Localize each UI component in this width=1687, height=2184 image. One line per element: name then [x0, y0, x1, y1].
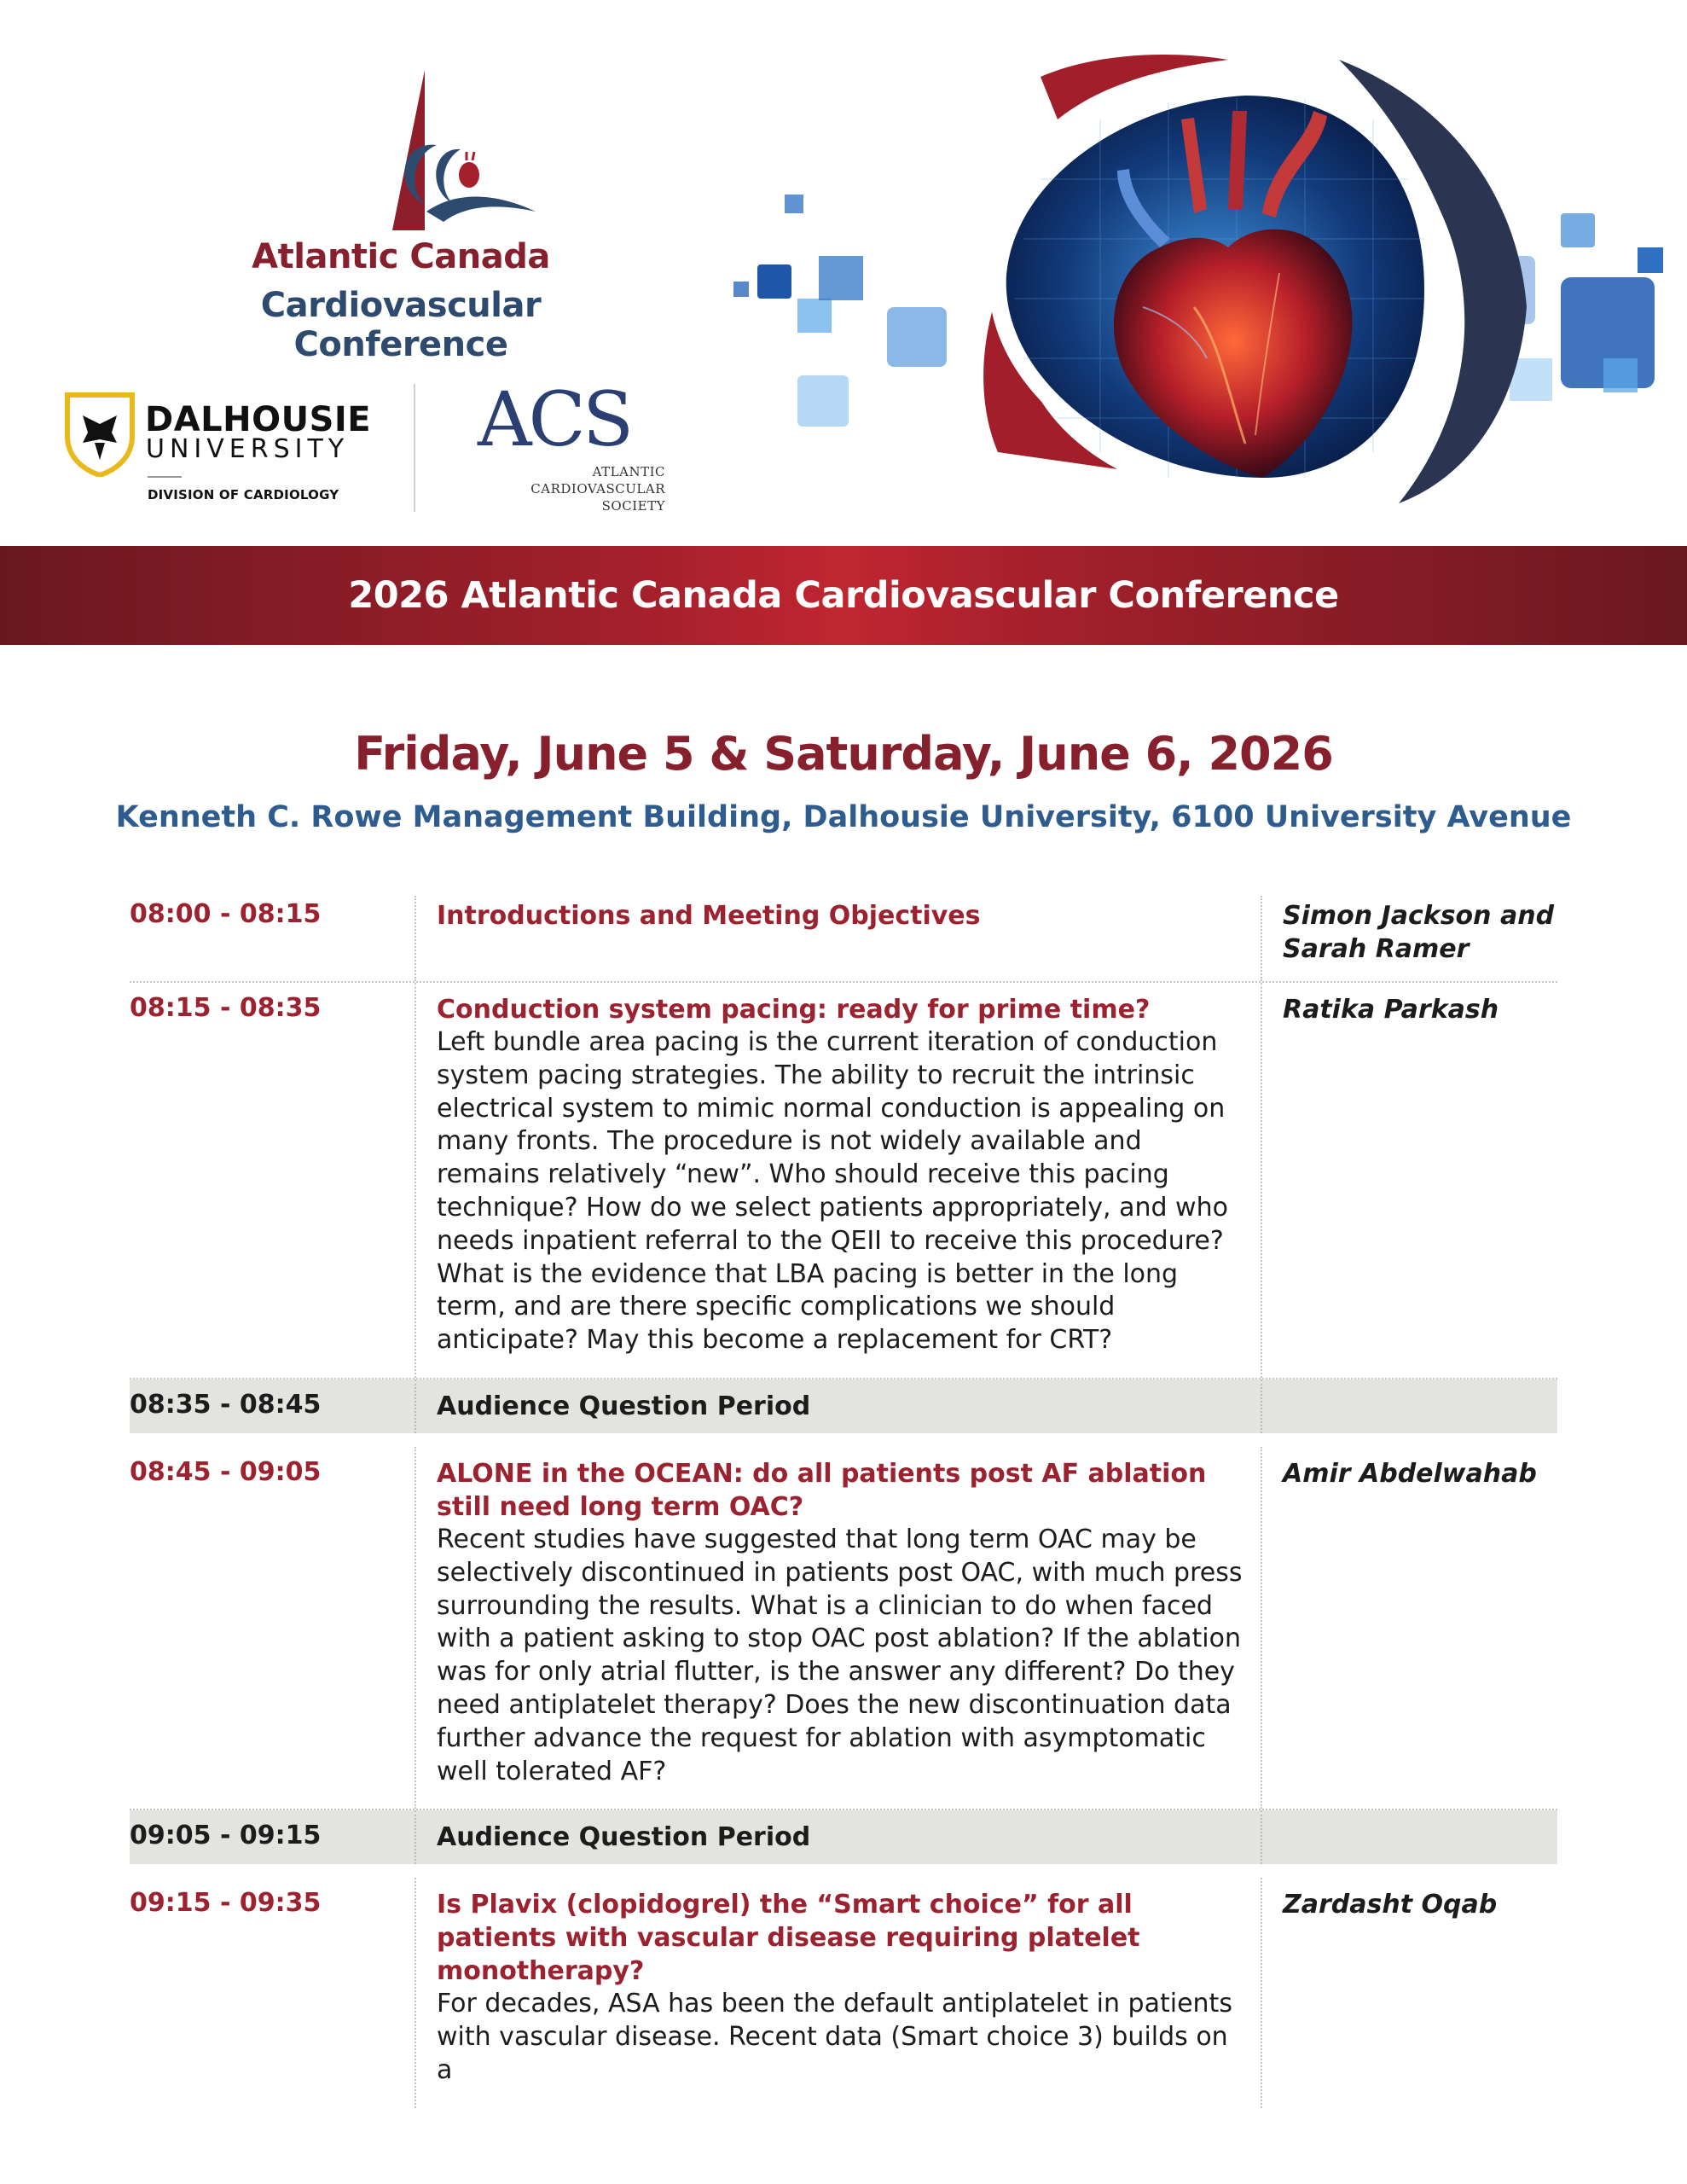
schedule-row: [130, 983, 1557, 1380]
dalhousie-logo: [64, 388, 371, 508]
dalhousie-university: UNIVERSITY: [146, 434, 350, 464]
session-topic: [415, 1810, 1262, 1864]
speaker-line1: Zardasht Oqab: [1283, 1890, 1498, 1920]
dalhousie-name: DALHOUSIE: [145, 400, 372, 439]
session-speaker: [1262, 983, 1557, 1378]
speaker-line2: Sarah Ramer: [1283, 934, 1470, 964]
schedule-row: [130, 896, 1557, 983]
session-description: Left bundle area pacing is the current iteration of conduction system pacing strategies. The ability to recruit the intrinsic electrical system to mimic normal conduction is appealing on many fronts. The procedure is not widely available and remains relatively “new”. Who should receive this pacing technique? How do we select patients appropriately, and who needs inpatient referral to the QEII to receive this procedure? What is the evidence that LBA pacing is better in the long term, and are there specific complications we should anticipate? May this become a replacement for CRT?: [437, 1027, 1228, 1356]
session-time: 09:05 - 09:15: [130, 1821, 322, 1851]
heart-illustration: [716, 51, 1687, 537]
logo-divider: [414, 384, 415, 512]
schedule-row: [130, 1447, 1557, 1810]
session-topic: [415, 896, 1262, 981]
session-title: Audience Question Period: [437, 1391, 811, 1421]
session-speaker: [1262, 1380, 1557, 1433]
speaker-line1: Amir Abdelwahab: [1283, 1458, 1537, 1489]
session-title: Audience Question Period: [437, 1822, 811, 1853]
acs-monogram: ACS: [478, 375, 631, 463]
session-topic: [415, 1878, 1262, 2107]
acs-line3: SOCIETY: [601, 498, 665, 514]
acs-line2: CARDIOVASCULAR: [530, 481, 665, 497]
session-time: 08:15 - 08:35: [130, 993, 322, 1023]
session-time: 08:35 - 08:45: [130, 1389, 322, 1420]
dalhousie-rule: [148, 476, 182, 478]
session-topic: [415, 983, 1262, 1378]
session-time: 08:00 - 08:15: [130, 899, 322, 929]
session-description: Recent studies have suggested that long term OAC may be selectively discontinued in patients post OAC, with much press surrounding the results. What is a clinician to do when faced with a patient asking to stop OAC post ablation? If the ablation was for only atrial flutter, is the answer any different? Do they need antiplatelet therapy? Does the new discontinuation data further advance the request for ablation with asymptomatic well tolerated AF?: [437, 1524, 1243, 1786]
conference-name-line2: Cardiovascular Conference: [260, 286, 542, 364]
acs-line1: ATLANTIC: [592, 464, 665, 479]
session-time: 09:15 - 09:35: [130, 1888, 322, 1919]
speaker-line1: Ratika Parkash: [1283, 995, 1499, 1025]
session-topic: [415, 1380, 1262, 1433]
banner-title: 2026 Atlantic Canada Cardiovascular Conference: [348, 574, 1339, 617]
session-title: Conduction system pacing: ready for prime time?: [437, 995, 1151, 1025]
session-title: ALONE in the OCEAN: do all patients post AF ablation still need long term OAC?: [437, 1458, 1207, 1522]
dalhousie-division: DIVISION OF CARDIOLOGY: [148, 487, 339, 502]
acs-society-name: [530, 463, 665, 514]
session-title: Is Plavix (clopidogrel) the “Smart choice” for all patients with vascular disease requiring platelet monotherapy?: [437, 1890, 1140, 1987]
schedule-table: [130, 896, 1557, 2108]
conference-name-line1: Atlantic Canada: [252, 237, 550, 276]
session-speaker: [1262, 1810, 1557, 1864]
schedule-row: [130, 1878, 1557, 2107]
session-time: 08:45 - 09:05: [130, 1456, 322, 1487]
speaker-line1: Simon Jackson and: [1283, 901, 1555, 931]
session-speaker: [1262, 896, 1557, 981]
question-period-row: [130, 1380, 1557, 1433]
session-speaker: [1262, 1878, 1557, 2107]
conference-logo: [154, 60, 648, 364]
dalhousie-shield-icon: [64, 392, 136, 477]
question-period-row: [130, 1810, 1557, 1864]
session-title: Introductions and Meeting Objectives: [437, 901, 981, 931]
session-description: For decades, ASA has been the default antiplatelet in patients with vascular disease. Recent data (Smart choice 3) builds on a: [437, 1989, 1232, 2085]
session-topic: [415, 1447, 1262, 1809]
conference-emblem-icon: [341, 60, 546, 230]
event-dates: Friday, June 5 & Saturday, June 6, 2026: [354, 727, 1333, 781]
acs-logo: [478, 375, 674, 520]
title-banner: [0, 546, 1687, 645]
event-venue: Kenneth C. Rowe Management Building, Dalhousie University, 6100 University Avenue: [115, 800, 1572, 834]
session-speaker: [1262, 1447, 1557, 1809]
